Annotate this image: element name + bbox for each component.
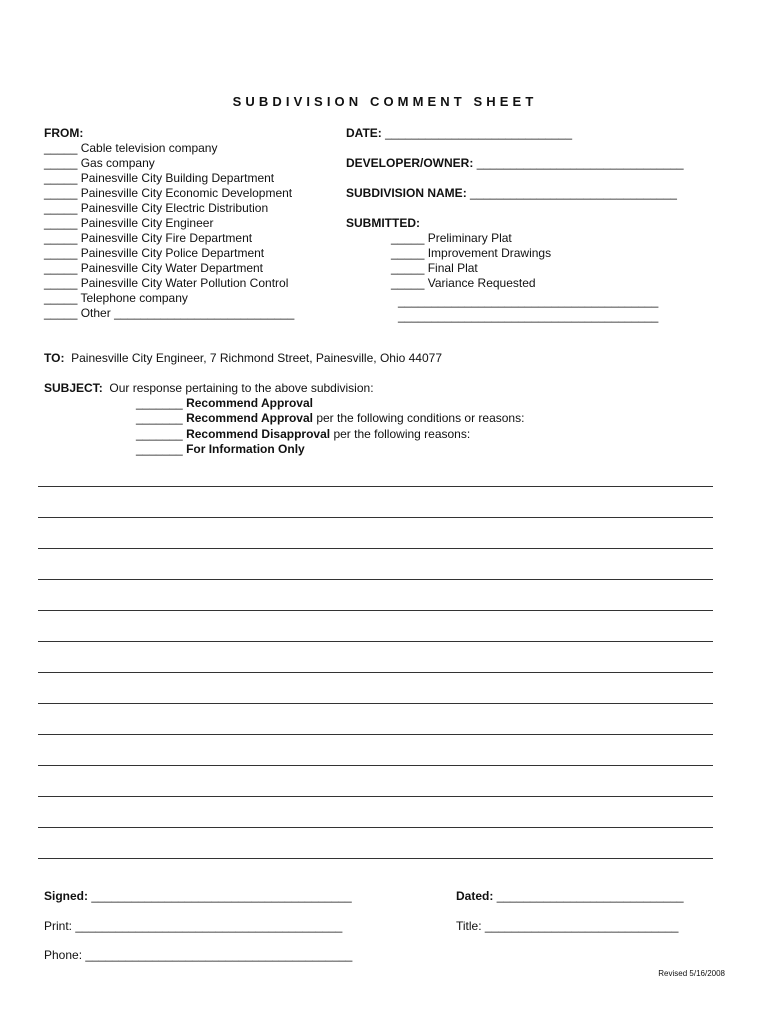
response-option[interactable] bbox=[136, 427, 524, 442]
subject-text: Our response pertaining to the above subdivision: bbox=[109, 381, 374, 395]
from-option-label: Painesville City Economic Development bbox=[80, 186, 293, 200]
date-blank: ____________________________ bbox=[385, 126, 572, 140]
page-title: SUBDIVISION COMMENT SHEET bbox=[232, 94, 538, 109]
from-option-blank: _____ bbox=[44, 306, 78, 320]
response-option-label: Recommend Approval bbox=[186, 411, 313, 426]
print-blank: ________________________________________ bbox=[75, 919, 343, 933]
comment-line[interactable] bbox=[38, 641, 713, 642]
response-option[interactable] bbox=[136, 442, 524, 457]
submitted-option-label: Improvement Drawings bbox=[427, 246, 552, 260]
print-label: Print: bbox=[44, 919, 73, 933]
from-option-blank: _____ bbox=[44, 201, 78, 215]
response-option[interactable] bbox=[136, 411, 524, 426]
from-option-label: Painesville City Water Department bbox=[80, 261, 264, 275]
from-option-label: Gas company bbox=[80, 156, 155, 170]
submitted-option-label: Variance Requested bbox=[427, 276, 536, 290]
from-option-label: Painesville City Fire Department bbox=[80, 231, 253, 245]
from-heading: FROM: bbox=[44, 126, 84, 140]
subdivision-name-label: SUBDIVISION NAME bbox=[346, 186, 463, 200]
from-option[interactable] bbox=[44, 291, 294, 306]
comment-line[interactable] bbox=[38, 486, 713, 487]
response-option-label: For Information Only bbox=[186, 441, 305, 456]
dated-field[interactable]: Dated: ____________________________ bbox=[456, 889, 684, 903]
comment-line[interactable] bbox=[38, 858, 713, 859]
from-list bbox=[44, 141, 294, 321]
to-address: Painesville City Engineer, 7 Richmond Street, Painesville, Ohio 44077 bbox=[71, 351, 442, 365]
comment-line[interactable] bbox=[38, 796, 713, 797]
from-option-label: Painesville City Building Department bbox=[80, 171, 275, 185]
title-field[interactable] bbox=[456, 919, 678, 934]
submitted-heading: SUBMITTED: bbox=[346, 216, 420, 230]
signed-field[interactable]: Signed: _______________________________________ bbox=[44, 889, 352, 903]
from-option[interactable] bbox=[44, 171, 294, 186]
comment-line[interactable] bbox=[38, 610, 713, 611]
from-option-label: Painesville City Engineer bbox=[80, 216, 214, 230]
response-option-label: Recommend Disapproval bbox=[186, 426, 331, 441]
revision-date: Revised 5/16/2008 bbox=[658, 969, 725, 978]
from-option-blank: _____ bbox=[44, 291, 78, 305]
response-option-label: Recommend Approval bbox=[186, 396, 313, 410]
submitted-option-label: Preliminary Plat bbox=[427, 231, 512, 245]
from-option-blank: _____ bbox=[44, 186, 78, 200]
extra-blank-line[interactable]: _______________________________________ bbox=[398, 309, 659, 323]
from-option[interactable] bbox=[44, 246, 294, 261]
print-field[interactable] bbox=[44, 919, 342, 934]
from-option-blank: _____ bbox=[44, 231, 78, 245]
from-option[interactable] bbox=[44, 201, 294, 216]
comment-line[interactable] bbox=[38, 548, 713, 549]
submitted-option[interactable] bbox=[391, 276, 551, 291]
comment-line[interactable] bbox=[38, 827, 713, 828]
from-option[interactable] bbox=[44, 306, 294, 321]
from-option[interactable] bbox=[44, 156, 294, 171]
from-option-blank: _____ bbox=[44, 261, 78, 275]
from-option[interactable] bbox=[44, 231, 294, 246]
submitted-option[interactable] bbox=[391, 231, 551, 246]
response-option-blank: _______ bbox=[136, 396, 183, 410]
signed-label: Signed bbox=[44, 889, 85, 903]
date-field[interactable]: DATE: ____________________________ bbox=[346, 126, 572, 140]
developer-owner-field[interactable]: DEVELOPER/OWNER: _______________________________ bbox=[346, 156, 684, 170]
title-label: Title: bbox=[456, 919, 482, 933]
submitted-option[interactable] bbox=[391, 261, 551, 276]
comment-line[interactable] bbox=[38, 703, 713, 704]
from-option-blank: _____ bbox=[44, 216, 78, 230]
submitted-option-label: Final Plat bbox=[427, 261, 478, 275]
phone-label: Phone: bbox=[44, 948, 83, 962]
submitted-option-blank: _____ bbox=[391, 246, 425, 260]
comment-line[interactable] bbox=[38, 579, 713, 580]
from-option-blank: _____ bbox=[44, 141, 78, 155]
from-option-label: Painesville City Police Department bbox=[80, 246, 265, 260]
subdivision-name-field[interactable]: SUBDIVISION NAME: _______________________________ bbox=[346, 186, 677, 200]
dated-label: Dated bbox=[456, 889, 490, 903]
response-options bbox=[136, 396, 524, 457]
title-blank: _____________________________ bbox=[484, 919, 679, 933]
subject-line: SUBJECT: Our response pertaining to the above subdivision: bbox=[44, 381, 374, 395]
response-option-blank: _______ bbox=[136, 441, 183, 456]
response-option-detail: per the following conditions or reasons: bbox=[312, 411, 525, 426]
submitted-option[interactable] bbox=[391, 246, 551, 261]
signed-blank: _______________________________________ bbox=[91, 889, 352, 903]
from-option-blank: _____ bbox=[44, 156, 78, 170]
comment-line[interactable] bbox=[38, 734, 713, 735]
date-label: DATE bbox=[346, 126, 378, 140]
subject-label: SUBJECT bbox=[44, 381, 99, 395]
developer-owner-label: DEVELOPER/OWNER bbox=[346, 156, 470, 170]
to-line: TO: Painesville City Engineer, 7 Richmond Street, Painesville, Ohio 44077 bbox=[44, 351, 442, 365]
developer-owner-blank: _______________________________ bbox=[476, 156, 684, 170]
from-option-label: Telephone company bbox=[80, 291, 188, 305]
response-option-blank: _______ bbox=[136, 411, 183, 426]
from-option[interactable] bbox=[44, 261, 294, 276]
from-option-label: Painesville City Water Pollution Control bbox=[80, 276, 289, 290]
to-label: TO bbox=[44, 351, 61, 365]
from-option[interactable] bbox=[44, 186, 294, 201]
comment-line[interactable] bbox=[38, 765, 713, 766]
subdivision-name-blank: _______________________________ bbox=[470, 186, 677, 200]
from-option-label: Other ___________________________ bbox=[80, 306, 295, 320]
from-option-blank: _____ bbox=[44, 171, 78, 185]
submitted-option-blank: _____ bbox=[391, 261, 425, 275]
from-option-blank: _____ bbox=[44, 246, 78, 260]
dated-blank: ____________________________ bbox=[496, 889, 684, 903]
from-option-label: Cable television company bbox=[80, 141, 218, 155]
response-option[interactable] bbox=[136, 396, 524, 411]
from-option-label: Painesville City Electric Distribution bbox=[80, 201, 269, 215]
from-option[interactable] bbox=[44, 216, 294, 231]
submitted-list bbox=[391, 231, 551, 291]
phone-field[interactable] bbox=[44, 948, 352, 963]
response-option-detail: per the following reasons: bbox=[330, 426, 471, 441]
comment-line[interactable] bbox=[38, 517, 713, 518]
submitted-option-blank: _____ bbox=[391, 276, 425, 290]
from-option[interactable] bbox=[44, 141, 294, 156]
phone-blank: ________________________________________ bbox=[85, 948, 353, 962]
extra-blank-line[interactable]: _______________________________________ bbox=[398, 294, 659, 308]
submitted-option-blank: _____ bbox=[391, 231, 425, 245]
comment-line[interactable] bbox=[38, 672, 713, 673]
response-option-blank: _______ bbox=[136, 426, 183, 441]
from-option[interactable] bbox=[44, 276, 294, 291]
from-option-blank: _____ bbox=[44, 276, 78, 290]
